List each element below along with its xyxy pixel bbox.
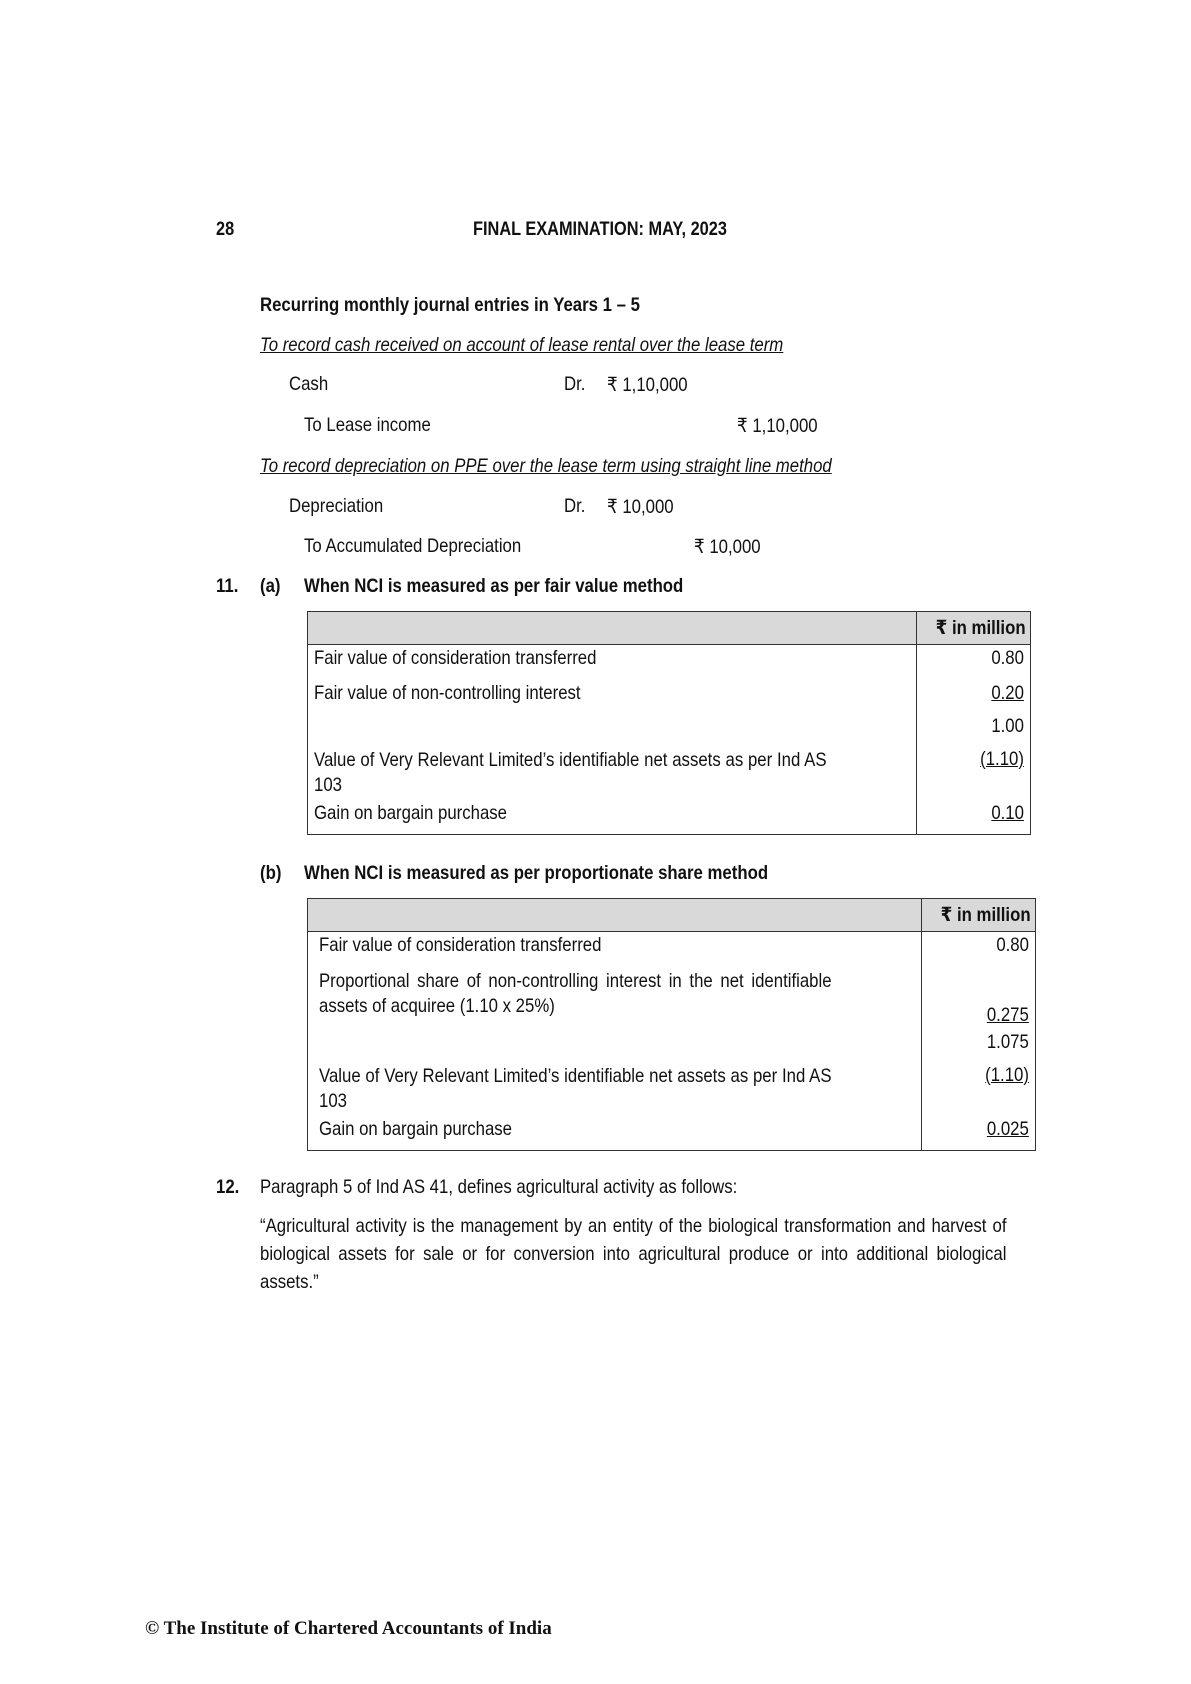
q12-number: 12. — [216, 1176, 240, 1198]
table-header-row — [308, 612, 1031, 645]
table-header-blank — [308, 612, 917, 645]
entry2-credit-account: To Accumulated Depreciation — [304, 535, 522, 557]
entry2-debit-account: Depreciation — [289, 495, 384, 517]
page-title: FINAL EXAMINATION: MAY, 2023 — [473, 219, 727, 240]
table-row: Value of Very Relevant Limited’s identifiable net assets as per Ind AS 103 (1.10) — [308, 746, 1031, 800]
unit-header: ₹ in million — [922, 899, 1036, 932]
table-row: 1.00 — [308, 713, 1031, 746]
entry2-caption: To record depreciation on PPE over the lease term using straight line method — [260, 455, 832, 477]
page-number: 28 — [216, 219, 235, 240]
table-row: Gain on bargain purchase 0.025 — [308, 1116, 1036, 1151]
table-header-blank — [308, 899, 922, 932]
table-proportionate-share-method — [307, 898, 1036, 1151]
entry2-credit-amount: ₹ 10,000 — [694, 536, 761, 558]
table-row: Value of Very Relevant Limited’s identifiable net assets as per Ind AS 103 (1.10) — [308, 1062, 1036, 1116]
q11a-label: (a) — [260, 575, 281, 597]
entry2-debit-amount: ₹ 10,000 — [607, 496, 674, 518]
q12-intro: Paragraph 5 of Ind AS 41, defines agricultural activity as follows: — [260, 1176, 738, 1198]
q12-quote: “Agricultural activity is the management by an entity of the biological transformation and harvest of biological assets for sale or for conversion into agricultural produce or into additional biological assets.” — [260, 1215, 1007, 1293]
q11b-heading: When NCI is measured as per proportionate share method — [304, 862, 769, 884]
table-row: Fair value of non-controlling interest 0.20 — [308, 680, 1031, 713]
table-row: Fair value of consideration transferred 0.80 — [308, 932, 1036, 968]
footer-copyright: © The Institute of Chartered Accountants of India — [145, 1618, 552, 1639]
q11a-heading: When NCI is measured as per fair value method — [304, 575, 684, 597]
table-row: Gain on bargain purchase 0.10 — [308, 800, 1031, 835]
table-fair-value-method — [307, 611, 1031, 835]
table-row: 1.075 — [308, 1029, 1036, 1062]
entry1-caption: To record cash received on account of lease rental over the lease term — [260, 334, 784, 356]
entry1-debit-account: Cash — [289, 373, 329, 395]
journal-heading: Recurring monthly journal entries in Years 1 – 5 — [260, 294, 640, 316]
table-row: Fair value of consideration transferred 0.80 — [308, 645, 1031, 681]
entry1-debit-amount: ₹ 1,10,000 — [607, 374, 688, 396]
table-header-row — [308, 899, 1036, 932]
table-row: Proportional share of non-controlling interest in the net identifiable assets of acquiree (1.10 x 25%) 0.275 — [308, 967, 1036, 1029]
entry1-dr: Dr. — [564, 373, 586, 395]
q11b-label: (b) — [260, 862, 282, 884]
q11-number: 11. — [216, 575, 239, 597]
entry1-credit-amount: ₹ 1,10,000 — [737, 415, 818, 437]
unit-header: ₹ in million — [917, 612, 1031, 645]
entry2-dr: Dr. — [564, 495, 586, 517]
entry1-credit-account: To Lease income — [304, 414, 431, 436]
